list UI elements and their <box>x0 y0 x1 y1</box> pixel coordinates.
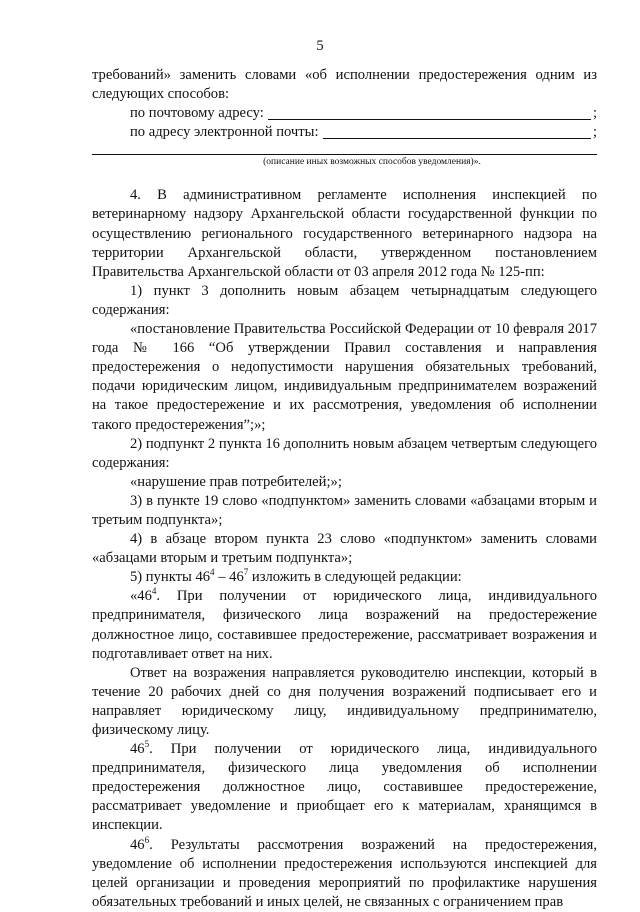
page-number: 5 <box>316 38 324 54</box>
item-4: 4) в абзаце втором пункта 23 слово «подпунктом» заменить словами «абзацами вторым и третьим подпункта»; <box>92 531 597 567</box>
other-methods-blank <box>92 142 597 155</box>
paragraph-46-4: «$46^4$. При получении от юридического лица, индивидуального предпринимателя, физического лица возражений на предостережение должностное лицо, составившее предостережение, рассматривает возражения и подготавливает ответ на них. <box>92 586 597 662</box>
postal-address-blank <box>268 105 591 120</box>
item-2: 2) подпункт 2 пункта 16 дополнить новым абзацем четвертым следующего содержания: <box>92 435 597 471</box>
email-address-label: по адресу электронной почты: <box>130 124 319 141</box>
intro-paragraph: требований» заменить словами «об исполнении предостережения одним из следующих способов: <box>92 67 597 103</box>
item-5: 5) пункты $46^4 - 46^7$ изложить в следующей редакции: <box>130 567 462 586</box>
item-2-quote: «нарушение прав потребителей;»; <box>130 473 342 490</box>
email-address-blank <box>323 124 591 139</box>
other-methods-caption: (описание иных возможных способов уведомления)». <box>263 157 481 168</box>
document-body <box>92 66 597 912</box>
postal-address-end: ; <box>592 105 597 122</box>
email-address-line <box>92 123 597 142</box>
postal-address-line <box>92 104 597 123</box>
paragraph-46-5: $46^5$. При получении от юридического лица, индивидуального предпринимателя, физического лица уведомления об исполнении предостережения должностное лицо, составившее предостережение, рассматривает уведомление и приобщает его к материалам, хранящимся в инспекции. <box>92 739 597 834</box>
item-3: 3) в пункте 19 слово «подпунктом» заменить словами «абзацами вторым и третьим подпункта»; <box>92 492 597 528</box>
section-4-paragraph: 4. В административном регламенте исполнения инспекцией по ветеринарному надзору Архангельской области государственной функции по осуществлению регионального государственного ветеринарного надзора на территории Архангельской области, утвержденном постановлением Правительства Архангельской области от 03 апреля 2012 года № 125-пп: <box>92 187 597 280</box>
answer-paragraph: Ответ на возражения направляется руководителю инспекции, который в течение 20 рабочих дней со дня получения возражений подписывает его и направляет юридическому лицу, индивидуальному предпринимателю, физическому лицу. <box>92 664 597 738</box>
item-1-quote: «постановление Правительства Российской Федерации от 10 февраля 2017 года № 166 “Об утверждении Правил составления и направления предостережения о недопустимости нарушения обязательных требований, подачи юридическим лицом, индивидуальным предпринимателем возражений на такое предостережение и их рассмотрения, уведомления об исполнении такого предостережения”;»; <box>92 321 597 433</box>
item-1: 1) пункт 3 дополнить новым абзацем четырнадцатым следующего содержания: <box>92 282 597 318</box>
email-address-end: ; <box>592 124 597 141</box>
paragraph-46-6: $46^6$. Результаты рассмотрения возражений на предостережения, уведомление об исполнении предостережения используются инспекцией для целей организации и проведения мероприятий по профилактике нарушения обязательных требований и иных целей, не связанных с ограничением прав <box>92 834 597 910</box>
postal-address-label: по почтовому адресу: <box>130 105 264 122</box>
